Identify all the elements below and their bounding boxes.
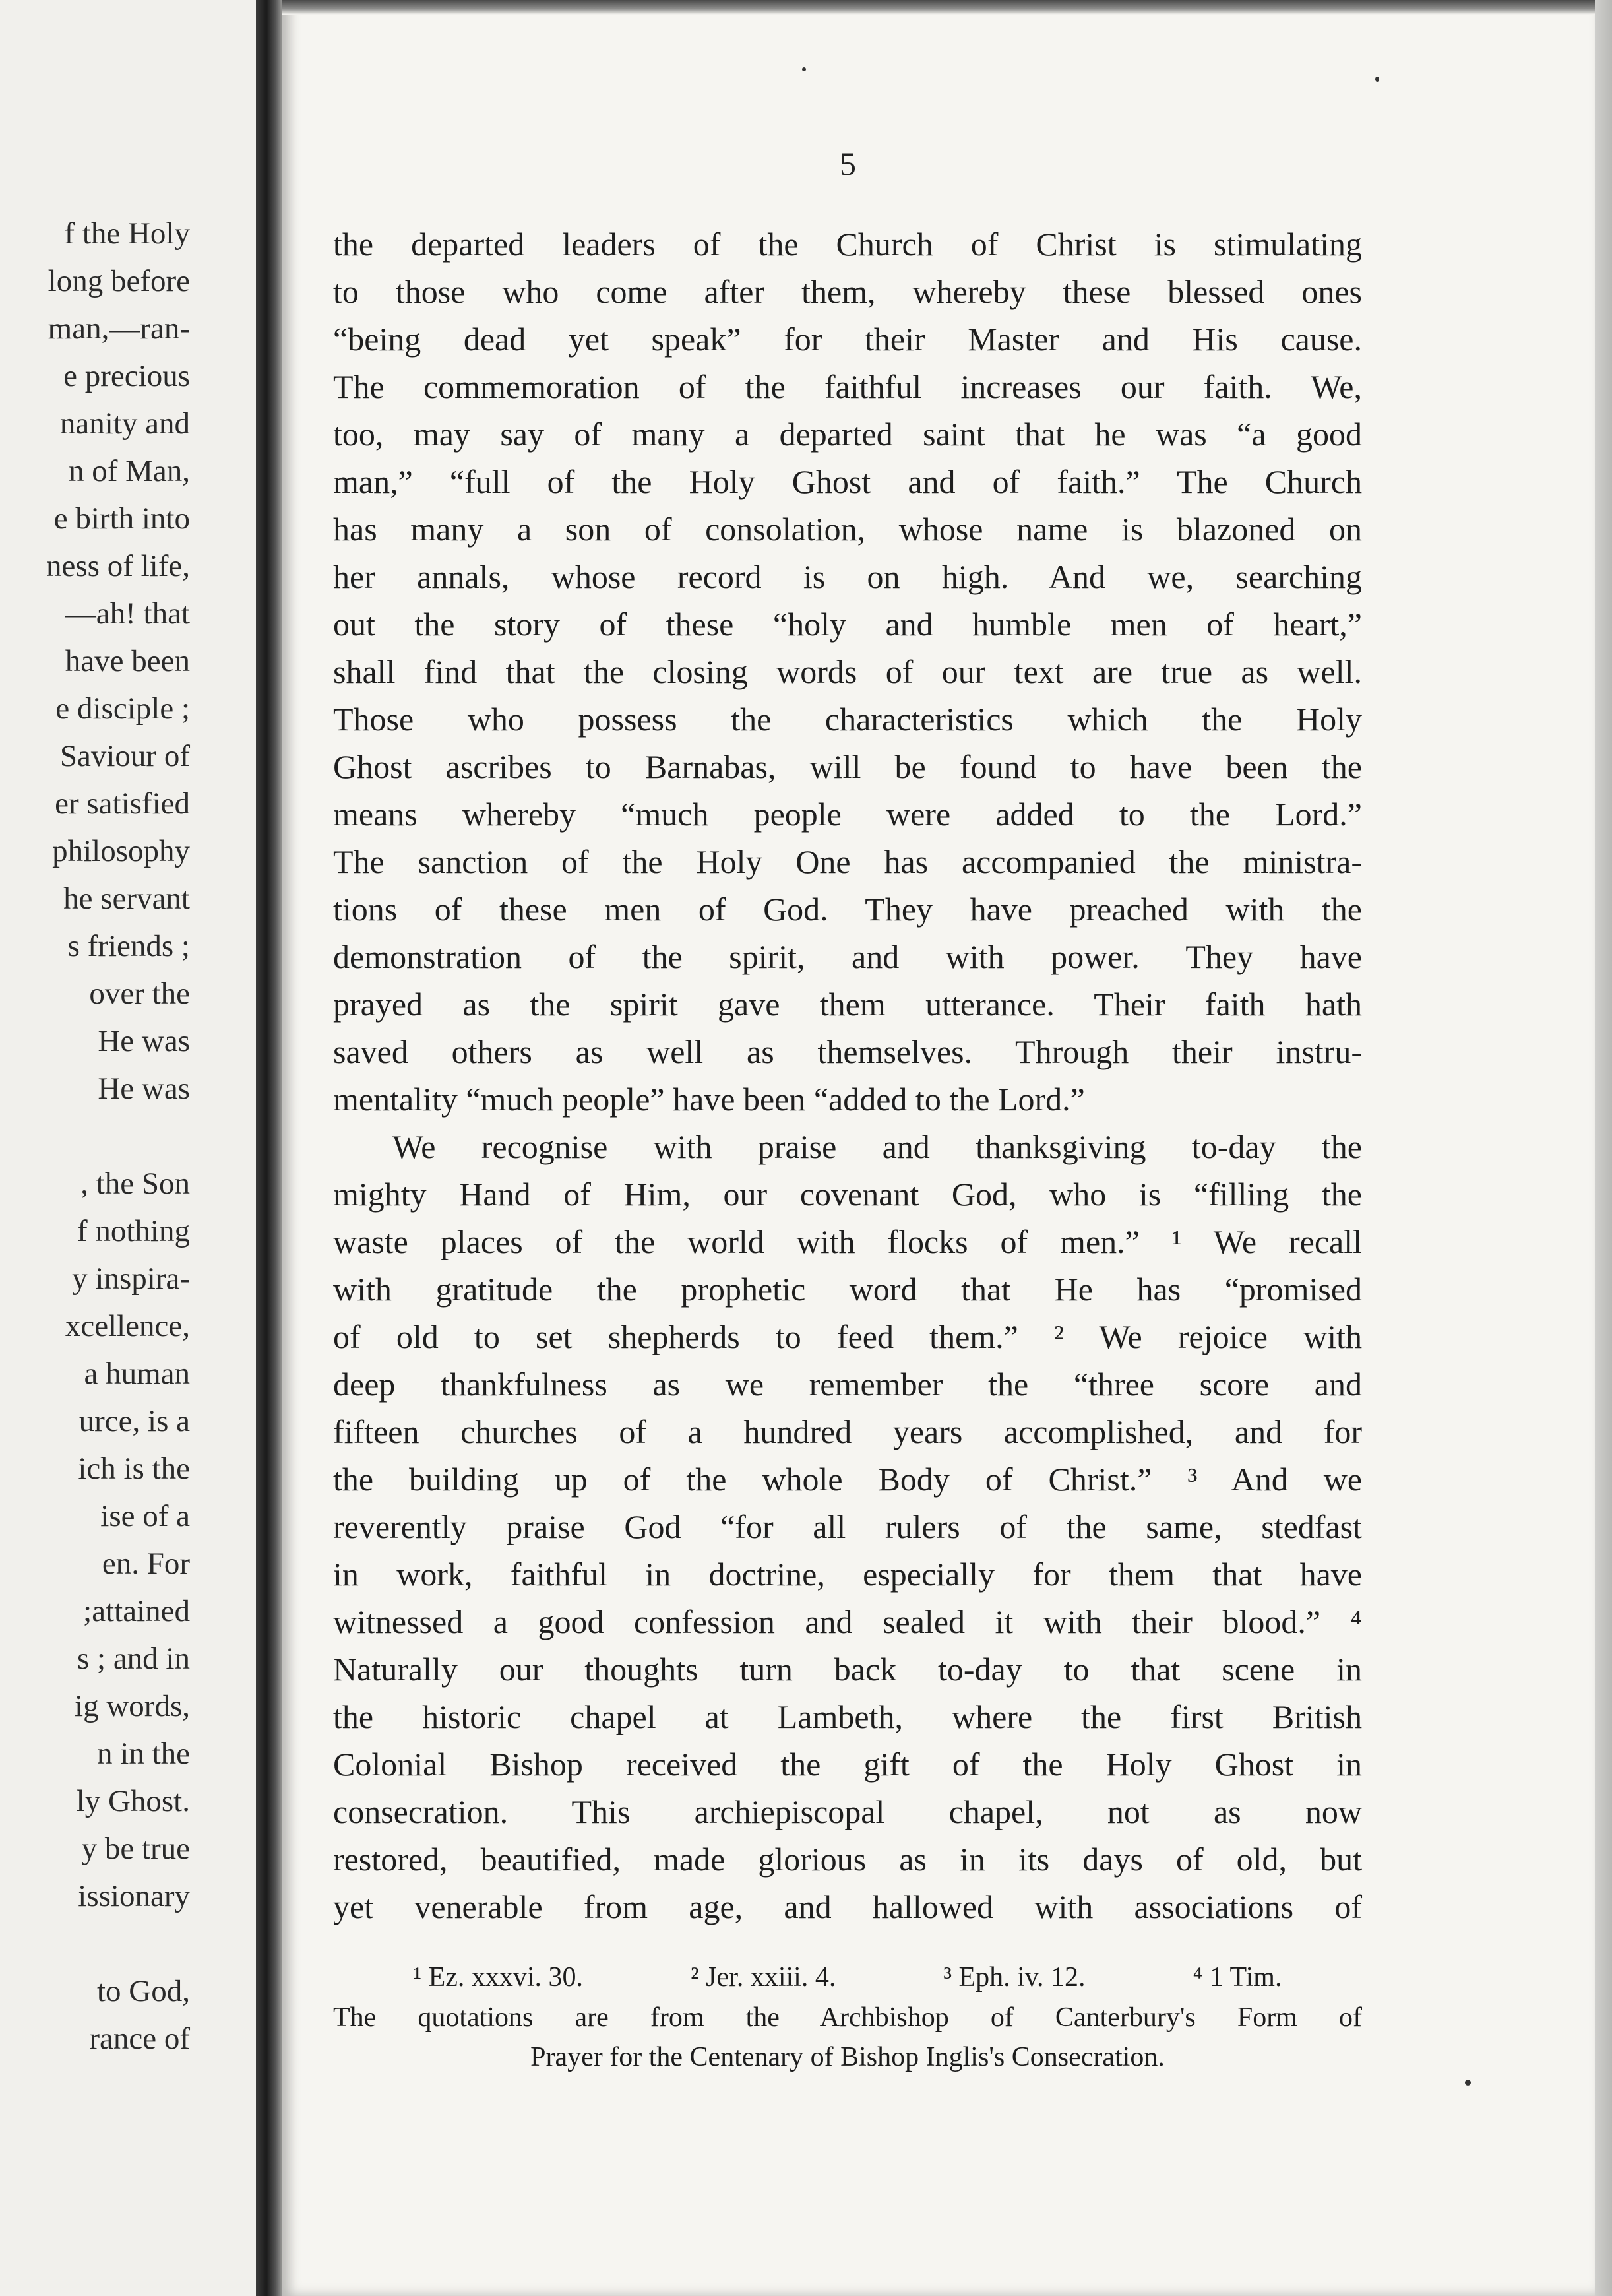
page-body-text <box>333 220 1362 1930</box>
footnote-note-line-1: The quotations are from the Archbishop of Canterbury's Form of <box>333 2002 1362 2033</box>
previous-page-line: urce, is a <box>78 1404 190 1438</box>
previous-page-line: ich is the <box>78 1451 190 1486</box>
text-line: too, may say of many a departed saint that he was “a good <box>333 416 1362 453</box>
previous-page-line: ig words, <box>75 1689 190 1723</box>
previous-page-line: —ah! that <box>65 596 190 631</box>
previous-page-line: e precious <box>63 359 190 393</box>
previous-page-line: nanity and <box>59 406 190 441</box>
previous-page-line: man,—ran- <box>47 311 190 346</box>
book-gutter <box>256 0 282 2296</box>
text-line: saved others as well as themselves. Through their instru- <box>333 1033 1362 1070</box>
previous-page-line: n of Man, <box>68 454 190 488</box>
text-line: means whereby “much people were added to the Lord.” <box>333 796 1362 833</box>
text-line: mentality “much people” have been “added to the Lord.” <box>333 1081 1085 1118</box>
previous-page-line: long before <box>47 264 190 298</box>
page-right-margin <box>1595 0 1612 2296</box>
page-number: 5 <box>840 145 856 182</box>
text-line: reverently praise God “for all rulers of the same, stedfast <box>333 1508 1362 1545</box>
text-line: “being dead yet speak” for their Master and His cause. <box>333 321 1362 358</box>
previous-page-line: to God, <box>97 1974 190 2008</box>
previous-page-line: over the <box>89 976 190 1011</box>
footnote-note-line-2: Prayer for the Centenary of Bishop Inglis's Consecration. <box>530 2042 1165 2072</box>
text-line: restored, beautified, made glorious as in its days of old, but <box>333 1841 1362 1878</box>
previous-page-line: f the Holy <box>64 216 190 251</box>
footnote-reference: ³ Eph. iv. 12. <box>943 1962 1086 1993</box>
text-line: yet venerable from age, and hallowed with associations of <box>333 1888 1362 1925</box>
previous-page-line: en. For <box>102 1547 190 1581</box>
text-line: waste places of the world with flocks of men.” ¹ We recall <box>333 1223 1362 1260</box>
text-line: with gratitude the prophetic word that He has “promised <box>333 1271 1362 1308</box>
text-line: has many a son of consolation, whose name is blazoned on <box>333 511 1362 548</box>
text-line: We recognise with praise and thanksgiving to-day the <box>392 1128 1362 1165</box>
previous-page-line: He was <box>98 1024 190 1058</box>
text-line: The sanction of the Holy One has accompanied the ministra- <box>333 843 1362 880</box>
previous-page-line: e birth into <box>53 501 190 536</box>
previous-page-line: e disciple ; <box>55 691 190 726</box>
previous-page-line: rance of <box>89 2022 190 2056</box>
ink-speck <box>802 67 806 71</box>
text-line: Those who possess the characteristics which the Holy <box>333 701 1362 738</box>
previous-page-fragment <box>0 0 256 2296</box>
text-line: of old to set shepherds to feed them.” ² We rejoice with <box>333 1318 1362 1355</box>
text-line: demonstration of the spirit, and with power. They have <box>333 938 1362 975</box>
text-line: Colonial Bishop received the gift of the Holy Ghost in <box>333 1746 1362 1783</box>
previous-page-line: y inspira- <box>72 1261 190 1296</box>
text-line: the building up of the whole Body of Christ.” ³ And we <box>333 1461 1362 1498</box>
previous-page-line: , the Son <box>80 1166 190 1201</box>
text-line: fifteen churches of a hundred years accomplished, and for <box>333 1413 1362 1450</box>
previous-page-line: he servant <box>63 881 190 916</box>
previous-page-line: er satisfied <box>55 786 190 821</box>
text-line: prayed as the spirit gave them utterance. Their faith hath <box>333 986 1362 1023</box>
footnote-reference: ¹ Ez. xxxvi. 30. <box>413 1962 584 1993</box>
footnote-reference: ⁴ 1 Tim. <box>1193 1962 1282 1993</box>
previous-page-line: s friends ; <box>67 929 190 963</box>
previous-page-line: Saviour of <box>59 739 190 773</box>
previous-page-line: xcellence, <box>65 1309 190 1343</box>
previous-page-line: ness of life, <box>46 549 190 583</box>
previous-page-line: have been <box>65 644 190 678</box>
previous-page-line: ;attained <box>83 1594 190 1628</box>
previous-page-line: s ; and in <box>77 1642 190 1676</box>
text-line: her annals, whose record is on high. And we, searching <box>333 558 1362 595</box>
previous-page-line: y be true <box>81 1832 190 1866</box>
previous-page-line: n in the <box>97 1737 190 1771</box>
text-line: deep thankfulness as we remember the “three score and <box>333 1366 1362 1403</box>
footnote-references <box>333 1957 1362 1998</box>
text-line: Naturally our thoughts turn back to-day to that scene in <box>333 1651 1362 1688</box>
previous-page-line: ly Ghost. <box>76 1784 190 1818</box>
previous-page-line: ise of a <box>100 1499 190 1533</box>
ink-speck <box>1465 2080 1471 2086</box>
ink-speck <box>1375 77 1379 82</box>
text-line: the departed leaders of the Church of Christ is stimulating <box>333 226 1362 263</box>
previous-page-text <box>0 210 190 2062</box>
previous-page-line: issionary <box>78 1879 190 1913</box>
text-line: out the story of these “holy and humble men of heart,” <box>333 606 1362 643</box>
previous-page-line: philosophy <box>52 834 190 868</box>
text-line: tions of these men of God. They have preached with the <box>333 891 1362 928</box>
text-line: man,” “full of the Holy Ghost and of faith.” The Church <box>333 463 1362 500</box>
previous-page-line: He was <box>98 1071 190 1106</box>
page-top-edge <box>282 0 1595 15</box>
text-line: witnessed a good confession and sealed it with their blood.” ⁴ <box>333 1603 1362 1640</box>
text-line: mighty Hand of Him, our covenant God, who is “filling the <box>333 1176 1362 1213</box>
footnotes <box>333 1957 1362 2077</box>
text-line: in work, faithful in doctrine, especially for them that have <box>333 1556 1362 1593</box>
text-line: The commemoration of the faithful increases our faith. We, <box>333 368 1362 405</box>
previous-page-line: a human <box>84 1356 190 1391</box>
text-line: the historic chapel at Lambeth, where the first British <box>333 1698 1362 1735</box>
text-line: Ghost ascribes to Barnabas, will be found to have been the <box>333 748 1362 785</box>
text-line: shall find that the closing words of our text are true as well. <box>333 653 1362 690</box>
footnote-reference: ² Jer. xxiii. 4. <box>691 1962 836 1993</box>
text-line: to those who come after them, whereby these blessed ones <box>333 273 1362 310</box>
previous-page-line: f nothing <box>77 1214 190 1248</box>
text-line: consecration. This archiepiscopal chapel, not as now <box>333 1793 1362 1830</box>
